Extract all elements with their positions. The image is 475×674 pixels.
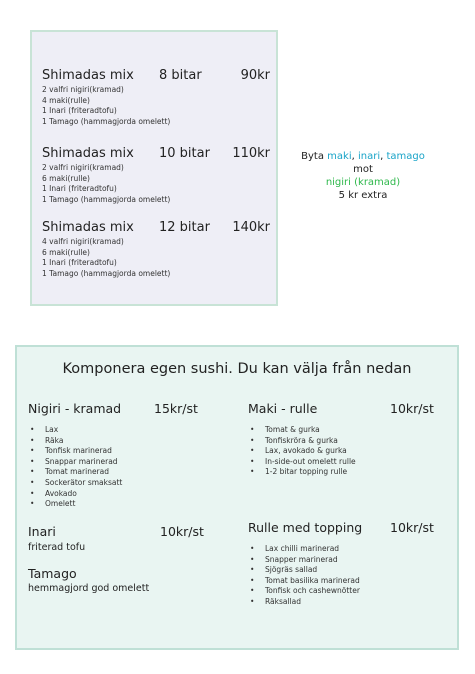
list-item: • Tonfisk marinerad (30, 446, 122, 457)
list-item: • Snappar marinerad (30, 457, 122, 468)
mix-line: 1 Tamago (hammagjorda omelett) (42, 116, 171, 126)
maki-heading: Maki - rulle (248, 401, 318, 416)
mix-line: 2 valfri nigiri(kramad) (42, 163, 124, 172)
mix-header (42, 220, 272, 237)
list-item: • Sjögräs sallad (250, 565, 360, 576)
mix-line: 6 maki(rulle) (42, 173, 90, 183)
mix-line: 1 Inari (friteradtofu) (42, 184, 117, 193)
swap-maki: maki (327, 151, 352, 162)
maki-price: 10kr/st (390, 401, 434, 416)
inari-heading: Inari (28, 524, 56, 539)
list-item: • Lax, avokado & gurka (250, 446, 356, 457)
list-item: • In-side-out omelett rulle (250, 457, 356, 468)
mix-line: 1 Tamago (hammagjorda omelett) (42, 194, 171, 204)
mix-item-12 (42, 220, 272, 279)
swap-nigiri: nigiri (kramad) (325, 177, 401, 188)
rulle-heading: Rulle med topping (248, 520, 363, 535)
compose-title: Komponera egen sushi. Du kan välja från nedan (62, 361, 412, 377)
swap-extra: 5 kr extra (338, 190, 388, 201)
list-item: • Lax chilli marinerad (250, 544, 360, 555)
swap-inari: inari (357, 151, 381, 162)
nigiri-heading: Nigiri - kramad (28, 401, 122, 416)
list-item: • Snapper marinerad (250, 555, 360, 566)
list-item: • Tomat marinerad (30, 467, 122, 478)
swap-mot: mot (353, 164, 373, 175)
swap-tamago: tamago (386, 151, 425, 162)
tamago-heading: Tamago (28, 566, 77, 581)
list-item: • Avokado (30, 489, 122, 500)
mix-item-8 (42, 68, 272, 127)
mix-line: 1 Inari (friteradtofu) (42, 106, 117, 115)
rulle-list (250, 544, 360, 608)
compose-box (15, 345, 459, 650)
nigiri-list (30, 425, 122, 510)
maki-list (250, 425, 356, 478)
rulle-price: 10kr/st (390, 520, 434, 535)
list-item: • Tonfiskröra & gurka (250, 436, 356, 447)
mix-line: 1 Tamago (hammagjorda omelett) (42, 268, 171, 278)
mix-line: 4 valfri nigiri(kramad) (42, 237, 124, 246)
mix-name: Shimadas mix (42, 220, 134, 235)
mix-menu-box (30, 30, 278, 306)
inari-desc: friterad tofu (28, 542, 86, 553)
list-item: • 1-2 bitar topping rulle (250, 467, 356, 478)
swap-line-1: Byta maki, inari, tamago (301, 151, 425, 162)
mix-line: 6 maki(rulle) (42, 247, 90, 257)
mix-item-10 (42, 146, 272, 205)
mix-line: 1 Inari (friteradtofu) (42, 258, 117, 267)
swap-note (283, 150, 443, 202)
mix-price: 140kr (232, 220, 270, 235)
mix-count: 8 bitar (159, 68, 202, 83)
list-item: • Tonfisk och cashewnötter (250, 586, 360, 597)
mix-header (42, 146, 272, 163)
mix-count: 12 bitar (159, 220, 210, 235)
mix-header (42, 68, 272, 85)
mix-count: 10 bitar (159, 146, 210, 161)
list-item: • Omelett (30, 499, 122, 510)
mix-name: Shimadas mix (42, 68, 134, 83)
mix-line: 2 valfri nigiri(kramad) (42, 85, 124, 94)
list-item: • Räka (30, 436, 122, 447)
mix-price: 110kr (232, 146, 270, 161)
mix-price: 90kr (240, 68, 270, 83)
list-item: • Räksallad (250, 597, 360, 608)
list-item: • Tomat basilika marinerad (250, 576, 360, 587)
mix-name: Shimadas mix (42, 146, 134, 161)
inari-price: 10kr/st (160, 524, 204, 539)
tamago-desc: hemmagjord god omelett (28, 583, 150, 594)
list-item: • Tomat & gurka (250, 425, 356, 436)
list-item: • Lax (30, 425, 122, 436)
list-item: • Sockerätor smaksatt (30, 478, 122, 489)
nigiri-price: 15kr/st (154, 401, 198, 416)
mix-line: 4 maki(rulle) (42, 95, 90, 105)
